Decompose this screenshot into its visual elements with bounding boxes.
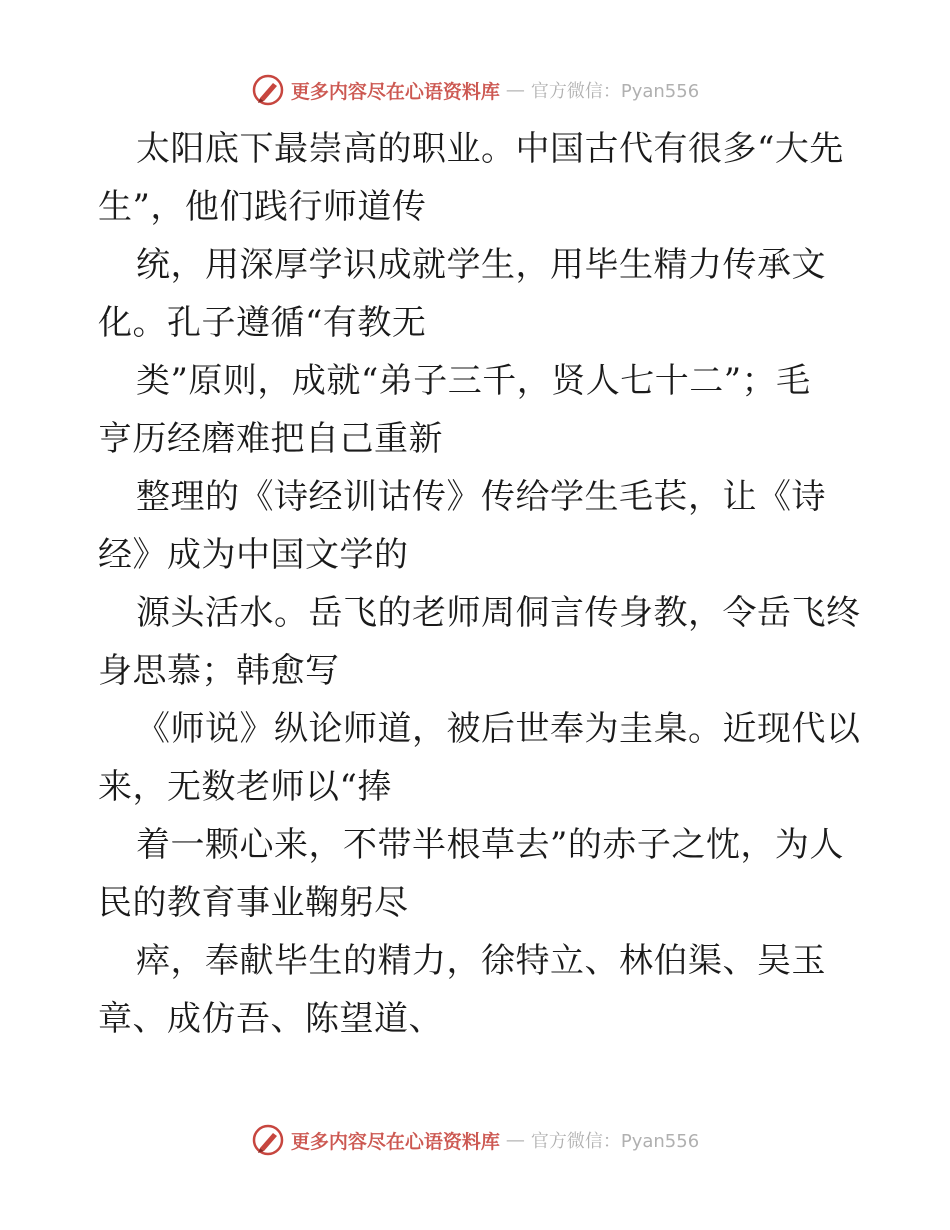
watermark-contact: 官方微信：Pyan556 bbox=[530, 81, 700, 102]
watermark-contact: 官方微信：Pyan556 bbox=[530, 1131, 700, 1152]
body-line: 身思慕；韩愈写 bbox=[98, 651, 340, 691]
pen-logo-icon bbox=[251, 1123, 285, 1157]
watermark-brand: 更多内容尽在心语资料库 bbox=[290, 1130, 500, 1153]
watermark-separator: — bbox=[505, 1129, 525, 1151]
pen-logo-icon bbox=[251, 73, 285, 107]
body-line: 民的教育事业鞠躬尽 bbox=[98, 883, 409, 923]
watermark-brand: 更多内容尽在心语资料库 bbox=[290, 80, 500, 103]
body-line: 着一颗心来，不带半根草去”的赤子之忱，为人 bbox=[136, 825, 844, 865]
body-line: 章、成仿吾、陈望道、 bbox=[98, 999, 443, 1039]
body-line: 生”，他们践行师道传 bbox=[98, 187, 427, 227]
body-line: 经》成为中国文学的 bbox=[98, 535, 409, 575]
body-line: 来，无数老师以“捧 bbox=[98, 767, 392, 807]
body-line: 整理的《诗经训诂传》传给学生毛苌，让《诗 bbox=[136, 477, 826, 517]
body-line: 太阳底下最崇高的职业。中国古代有很多“大先 bbox=[136, 129, 844, 169]
body-line: 瘁，奉献毕生的精力，徐特立、林伯渠、吴玉 bbox=[136, 941, 826, 981]
body-line: 化。孔子遵循“有教无 bbox=[98, 303, 427, 343]
document-body bbox=[98, 120, 898, 1048]
body-line: 类”原则，成就“弟子三千，贤人七十二”；毛 bbox=[136, 361, 811, 401]
body-line: 《师说》纵论师道，被后世奉为圭臬。近现代以 bbox=[136, 709, 861, 749]
header-watermark bbox=[0, 70, 950, 110]
body-line: 亨历经磨难把自己重新 bbox=[98, 419, 443, 459]
footer-watermark bbox=[0, 1120, 950, 1160]
watermark-separator: — bbox=[505, 79, 525, 101]
body-line: 统，用深厚学识成就学生，用毕生精力传承文 bbox=[136, 245, 826, 285]
body-line: 源头活水。岳飞的老师周侗言传身教，令岳飞终 bbox=[136, 593, 861, 633]
